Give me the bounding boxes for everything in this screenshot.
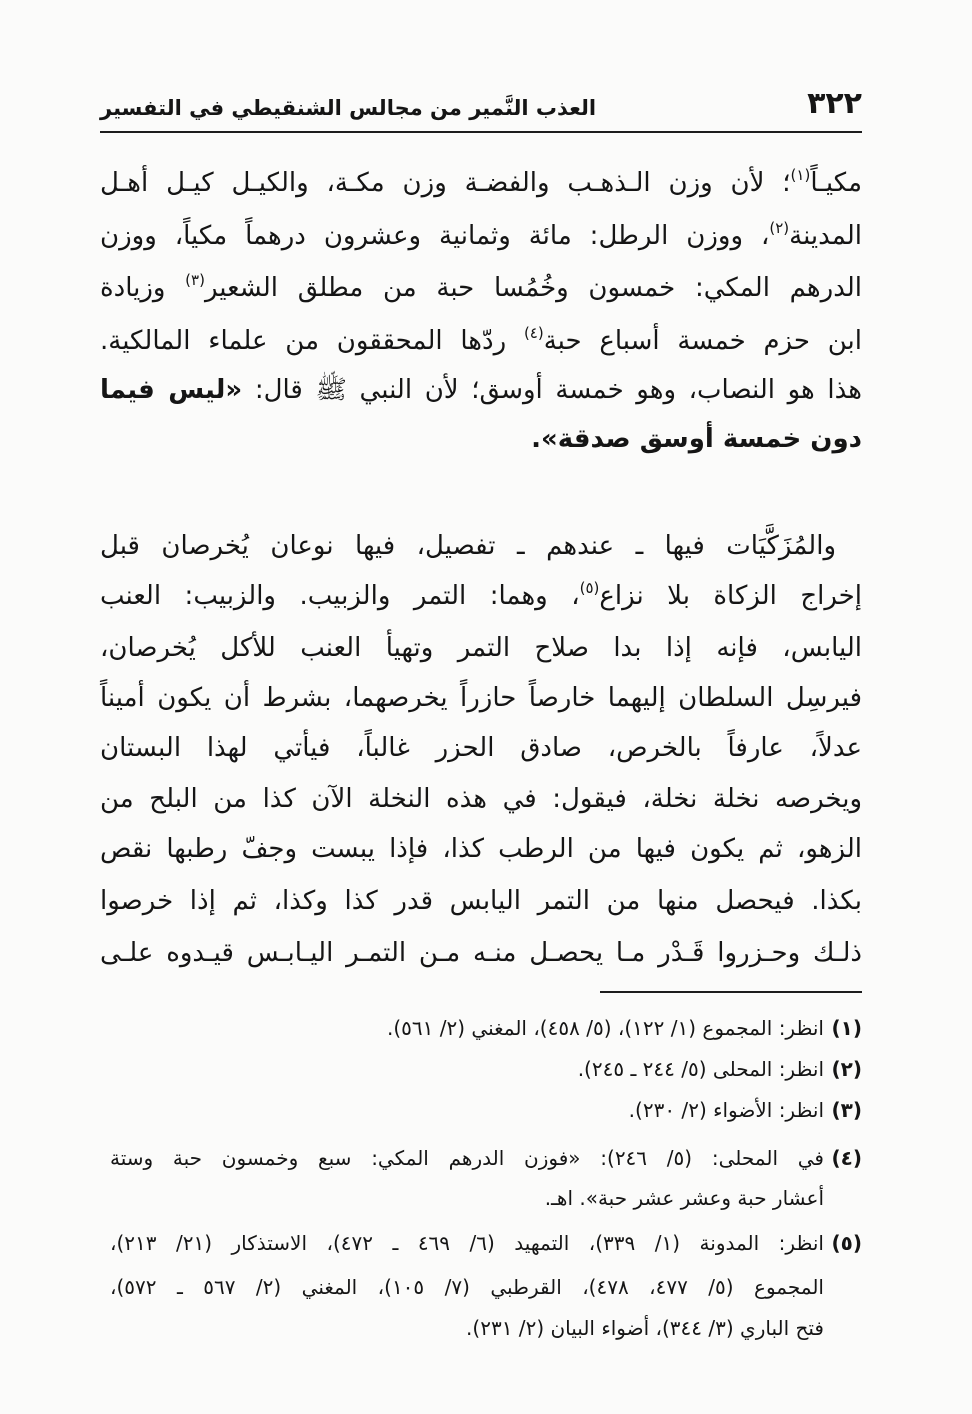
footnote-text: فتح الباري (٣/ ٣٤٤)، أضواء البيان (٢/ ٢٣١). [466,1316,824,1340]
line-text: والمُزَكَّيَات فيها ـ عندهم ـ تفصيل، فيها نوعان يُخرصان قبل [100,531,836,561]
line-text: فيرسِل السلطان إليهما خارصاً حازراً يخرصهما، بشرط أن يكون أميناً [100,683,862,713]
footnote-ref: (٤) [523,324,544,342]
page-number: ٣٢٢ [807,86,862,121]
line-text: ، ووزن الرطل: مائة وثمانية وعشرون درهماً مكياً، ووزن [100,221,770,251]
line-text: ويخرصه نخلة نخلة، فيقول: في هذه النخلة الآن كذا من البلح من [100,784,862,814]
text-line [100,211,862,261]
text-line [100,623,862,673]
text-line [100,673,862,723]
footnote-text: انظر: الأضواء (٢/ ٢٣٠). [628,1098,824,1122]
line-text: ردّها المحققون من علماء المالكية. [100,326,524,356]
footnote-number: (٢) [831,1057,862,1081]
footnote-text: في المحلى: (٥/ ٢٤٦): «فوزن الدرهم المكي: سبع وخمسون حبة وستة [110,1146,824,1170]
text-line [100,723,862,773]
line-text: ابن حزم خمسة أسباع حبة [543,326,863,356]
footnote-number: (٣) [831,1098,862,1122]
text-line [100,571,862,621]
text-line [100,774,862,824]
text-line [100,876,862,926]
line-text: المدينة [789,221,862,251]
header-rule [100,131,862,133]
line-text: إخراج الزكاة بلا نزاع [599,581,862,611]
line-text: ذلـك وحـزروا قَـدْر مـا يحصـل منـه مـن التمـر اليـابـس قيـدوه علـى [100,938,862,968]
line-text: هذا هو النصاب، وهو خمسة أوسق؛ لأن النبي ﷺ قال: [242,375,862,405]
text-line [100,824,862,874]
footnote-number: (٤) [831,1146,862,1170]
footnote-ref: (٣) [185,271,205,289]
line-text: بكذا. فيحصل منها من التمر اليابس قدر كذا وكذا، ثم إذا خرصوا [100,886,862,916]
text-line [100,158,862,208]
text-line [100,521,836,571]
hadith-quote: «ليس فيما [100,375,243,405]
footnote-ref: (١) [790,166,811,184]
footnote-number: (٥) [831,1231,862,1255]
line-text: الدرهم المكي: خمسون وخُمُسا حبة من مطلق الشعير [204,273,862,303]
hadith-quote: دون خمسة أوسق صدقة». [531,424,862,454]
line-text: ، وهما: التمر والزبيب. والزبيب: العنب [100,581,580,611]
footnote-separator [600,991,862,993]
text-line [100,263,862,313]
line-text: عدلاً، عارفاً بالخرص، صادق الحزر غالباً، فيأتي لهذا البستان [100,733,862,763]
footnote-text: المجموع (٥/ ٤٧٧، ٤٧٨)، القرطبي (٧/ ١٠٥)، المغني (٢/ ٥٦٧ ـ ٥٧٢)، [110,1275,824,1299]
footnote-ref: (٢) [769,219,790,237]
text-line [100,316,862,366]
footnote-text: انظر: المدونة (١/ ٣٣٩)، التمهيد (٦/ ٤٦٩ ـ ٤٧٢)، الاستذكار (٢١/ ٢١٣)، [110,1231,824,1255]
line-text: ؛ لأن وزن الـذهـب والفضـة وزن مكـة، والكيـل كيـل أهـل [100,168,791,198]
line-text: الزهو، ثم يكون فيها من الرطب كذا، فإذا يبست وجفّ رطبها نقص [100,834,862,864]
footnote-ref: (٥) [579,579,600,597]
line-text: مكيـاً [810,168,862,198]
text-line [100,928,862,978]
text-line [100,414,862,464]
footnote-text: انظر: المجموع (١/ ١٢٢)، (٥/ ٤٥٨)، المغني (٢/ ٥٦١). [387,1016,824,1040]
footnote-text: أعشار حبة وعشر عشر حبة». اهـ. [544,1186,824,1210]
footnote-text: انظر: المحلى (٥/ ٢٤٤ ـ ٢٤٥). [577,1057,824,1081]
line-text: وزيادة [100,273,186,303]
book-title: العذب النَّمير من مجالس الشنقيطي في التفسير [100,96,597,120]
line-text: اليابس، فإنه إذا بدا صلاح التمر وتهيأ العنب للأكل يُخرصان، [100,633,862,663]
text-line [100,365,862,415]
footnote-number: (١) [831,1016,862,1040]
